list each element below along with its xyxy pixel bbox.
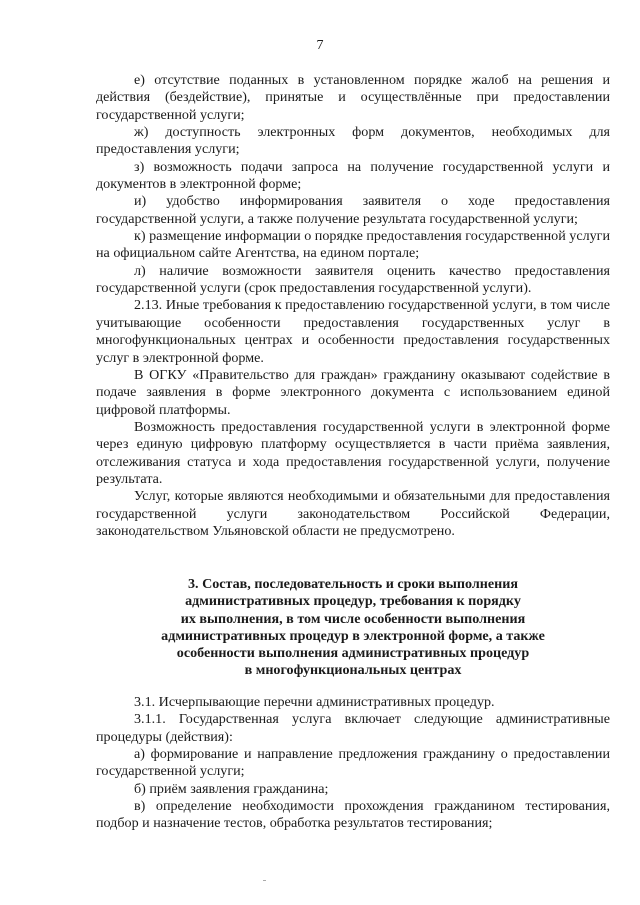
paragraph-required-services: Услуг, которые являются необходимыми и обязательными для предоставления государственной услуги законодательством Российской Федерации, законодательством Ульяновской области не предусмотрено. xyxy=(96,488,610,539)
page-number: 7 xyxy=(316,38,324,53)
section-heading-line: особенности выполнения административных процедур xyxy=(176,645,530,662)
paragraph-3-1-1: 3.1.1. Государственная услуга включает следующие административные процедуры (действия): xyxy=(96,711,610,745)
paragraph-b: б) приём заявления гражданина; xyxy=(134,780,329,797)
section-heading-line: административных процедур, требования к порядку xyxy=(185,593,521,610)
section-heading-line: в многофункциональных центрах xyxy=(244,662,462,679)
paragraph-3-1: 3.1. Исчерпывающие перечни административных процедур. xyxy=(134,694,495,710)
section-heading-line: их выполнения, в том числе особенности выполнения xyxy=(180,610,526,627)
section-heading-line: административных процедур в электронной форме, а также xyxy=(161,627,545,644)
paragraph-k: к) размещение информации о порядке предоставления государственной услуги на официальном сайте Агентства, на едином портале; xyxy=(96,228,610,262)
paragraph-e: е) отсутствие поданных в установленном порядке жалоб на решения и действия (бездействие), принятые и осуществлённые при предоставлении государственной услуги; xyxy=(96,72,610,123)
paragraph-a: а) формирование и направление предложения гражданину о предоставлении государственной услуги; xyxy=(96,746,610,780)
paragraph-v: в) определение необходимости прохождения гражданином тестирования, подбор и назначение тестов, обработка результатов тестирования; xyxy=(96,798,610,832)
section-heading xyxy=(96,576,610,680)
paragraph-i: и) удобство информирования заявителя о ходе предоставления государственной услуги, а также получение результата государственной услуги; xyxy=(96,193,610,227)
scan-speck xyxy=(263,880,266,881)
paragraph-z: з) возможность подачи запроса на получение государственной услуги и документов в электронной форме; xyxy=(96,158,610,193)
document-body-top xyxy=(96,72,610,540)
document-body-bottom xyxy=(96,694,610,833)
paragraph-2-13: 2.13. Иные требования к предоставлению государственной услуги, в том числе учитывающие особенности предоставления государственных услуг в многофункциональных центрах и особенности предоставления государственных услуг в электронной форме. xyxy=(96,297,610,366)
paragraph-ogku: В ОГКУ «Правительство для граждан» гражданину оказывают содействие в подаче заявления в форме электронного документа с использованием единой цифровой платформы. xyxy=(96,366,610,418)
paragraph-l: л) наличие возможности заявителя оценить качество предоставления государственной услуги (срок предоставления государственной услуги). xyxy=(96,262,610,297)
paragraph-electronic-form: Возможность предоставления государственной услуги в электронной форме через единую цифровую платформу осуществляется в части приёма заявления, отслеживания статуса и хода предоставления государственной услуги, получение результата. xyxy=(96,418,610,487)
paragraph-zh: ж) доступность электронных форм документов, необходимых для предоставления услуги; xyxy=(96,124,610,158)
section-heading-line: 3. Состав, последовательность и сроки выполнения xyxy=(187,576,519,592)
